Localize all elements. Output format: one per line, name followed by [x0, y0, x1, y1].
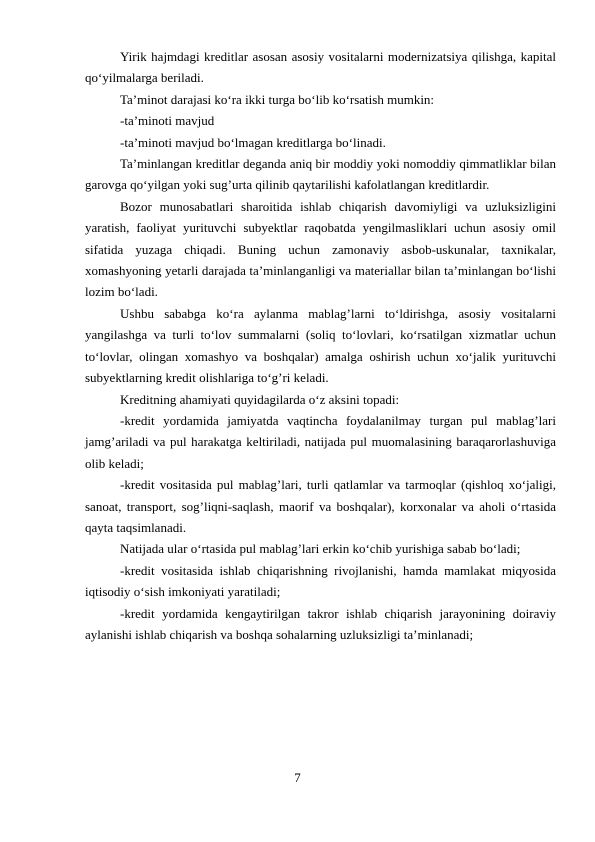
paragraph: Ushbu sababga ko‘ra aylanma mablag’larni to‘ldirishga, asosiy vositalarni yangilashga va turli to‘lov summalarni (soliq to‘lovlari, ko‘rsatilgan xizmatlar uchun to‘lovlar, olingan xomashyo va boshqalar) amalga oshirish uchun xo‘jalik yurituvchi subyektlarning kredit olishlariga to‘g’ri keladi.: [85, 305, 556, 386]
body-text: [85, 46, 556, 645]
list-item: -kredit yordamida jamiyatda vaqtincha foydalanilmay turgan pul mablag’lari jamg’ariladi va pul harakatga keltiriladi, natijada pul muomalasining baraqarorlashuviga olib keladi;: [85, 412, 556, 471]
paragraph: Natijada ular o‘rtasida pul mablag’lari erkin ko‘chib yurishiga sabab bo‘ladi;: [120, 541, 521, 557]
list-item: -kredit yordamida kengaytirilgan takror ishlab chiqarish jarayonining doiraviy aylanishi ishlab chiqarish va boshqa sohalarning uzluksizligi ta’minlanadi;: [85, 605, 556, 642]
page-number: 7: [294, 770, 301, 785]
list-item: -ta’minoti mavjud: [120, 113, 215, 129]
list-item: -kredit vositasida ishlab chiqarishning rivojlanishi, hamda mamlakat miqyosida iqtisodiy o‘sish imkoniyati yaratiladi;: [85, 562, 556, 600]
paragraph: Ta’minot darajasi ko‘ra ikki turga bo‘lib ko‘rsatish mumkin:: [120, 91, 435, 107]
list-item: -kredit vositasida pul mablag’lari, turli qatlamlar va tarmoqlar (qishloq xo‘jaligi, sanoat, transport, sog’liqni-saqlash, maorif va boshqalar), korxonalar va aholi o‘rtasida qayta taqsimlanadi.: [85, 477, 556, 535]
paragraph: Yirik hajmdagi kreditlar asosan asosiy vositalarni modernizatsiya qilishga, kapital qo‘yilmalarga beriladi.: [85, 49, 556, 86]
list-item: -ta’minoti mavjud bo‘lmagan kreditlarga bo‘linadi.: [120, 134, 386, 150]
paragraph: Bozor munosabatlari sharoitida ishlab chiqarish davomiyligi va uzluksizligini yaratish, faoliyat yurituvchi subyektlar raqobatda yengilmasliklari uchun asosiy omil sifatida yuzaga chiqadi. Buning uchun zamonaviy asbob-uskunalar, taxnikalar, xomashyoning yetarli darajada ta’minlanganligi va materiallar bilan ta’minlangan bo‘lishi lozim bo‘ladi.: [85, 198, 556, 300]
paragraph: Ta’minlangan kreditlar deganda aniq bir moddiy yoki nomoddiy qimmatliklar bilan garovga qo‘yilgan yoki sug’urta qilinib qaytarilishi kafolatlangan kreditlardir.: [85, 156, 556, 193]
paragraph: Kreditning ahamiyati quyidagilarda o‘z aksini topadi:: [120, 391, 400, 407]
